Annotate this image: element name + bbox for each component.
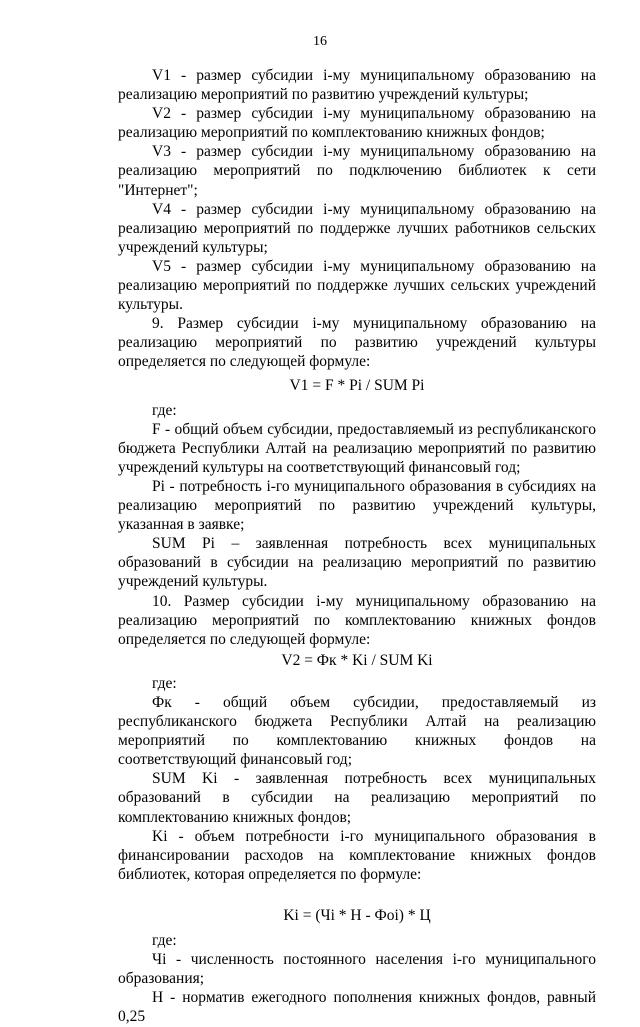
definition-fk: Фк - общий объем субсидии, предоставляемый из республиканского бюджета Республики Алтай на реализацию мероприятий по комплектованию книжных фондов на соответствующий финансовый год;	[118, 694, 596, 769]
definition-f: F - общий объем субсидии, предоставляемый из республиканского бюджета Республики Алтай на реализацию мероприятий по развитию учреждений культуры на соответствующий финансовый год;	[118, 420, 596, 476]
document-body	[118, 66, 596, 1027]
where-label: где:	[152, 674, 177, 692]
page-number: 16	[313, 34, 327, 49]
definition-sum-ki: SUM Ki - заявленная потребность всех муниципальных образований в субсидии на реализацию мероприятий по комплектованию книжных фондов;	[118, 770, 596, 826]
definition-v5: V5 - размер субсидии i-му муниципальному образованию на реализацию мероприятий по поддержке лучших сельских учреждений культуры.	[118, 257, 596, 314]
definition-v1: V1 - размер субсидии i-му муниципальному образованию на реализацию мероприятий по развитию учреждений культуры;	[118, 67, 596, 104]
definition-n: Н - норматив ежегодного пополнения книжных фондов, равный 0,25	[118, 989, 596, 1026]
formula-ki: Ki = (Чi * Н - Фоi) * Ц	[283, 906, 431, 924]
definition-chi: Чi - численность постоянного населения i-го муниципального образования;	[118, 951, 596, 988]
definition-v4: V4 - размер субсидии i-му муниципальному образованию на реализацию мероприятий по поддержке лучших работников сельских учреждений культуры;	[118, 200, 596, 256]
clause-9: 9. Размер субсидии i-му муниципальному образованию на реализацию мероприятий по развитию учреждений культуры определяется по следующей формуле:	[118, 315, 596, 371]
definition-ki: Ki - объем потребности i-го муниципального образования в финансировании расходов на комплектование книжных фондов библиотек, которая определяется по формуле:	[118, 827, 596, 883]
definition-sum-pi: SUM Pi – заявленная потребность всех муниципальных образований в субсидии на реализацию мероприятий по развитию учреждений культуры.	[118, 535, 596, 591]
definition-v3: V3 - размер субсидии i-му муниципальному образованию на реализацию мероприятий по подключению библиотек к сети "Интернет";	[118, 143, 596, 199]
formula-v1: V1 = F * Pi / SUM Pi	[289, 376, 425, 394]
clause-10: 10. Размер субсидии i-му муниципальному образованию на реализацию мероприятий по комплектованию книжных фондов определяется по следующей формуле:	[118, 592, 596, 648]
where-label: где:	[152, 932, 177, 950]
where-label: где:	[152, 401, 177, 419]
formula-v2: V2 = Фк * Ki / SUM Ki	[281, 651, 433, 669]
definition-pi: Pi - потребность i-го муниципального образования в субсидиях на реализацию мероприятий по развитию учреждений культуры, указанная в заявке;	[118, 477, 596, 534]
definition-v2: V2 - размер субсидии i-му муниципальному образованию на реализацию мероприятий по комплектованию книжных фондов;	[118, 105, 596, 142]
